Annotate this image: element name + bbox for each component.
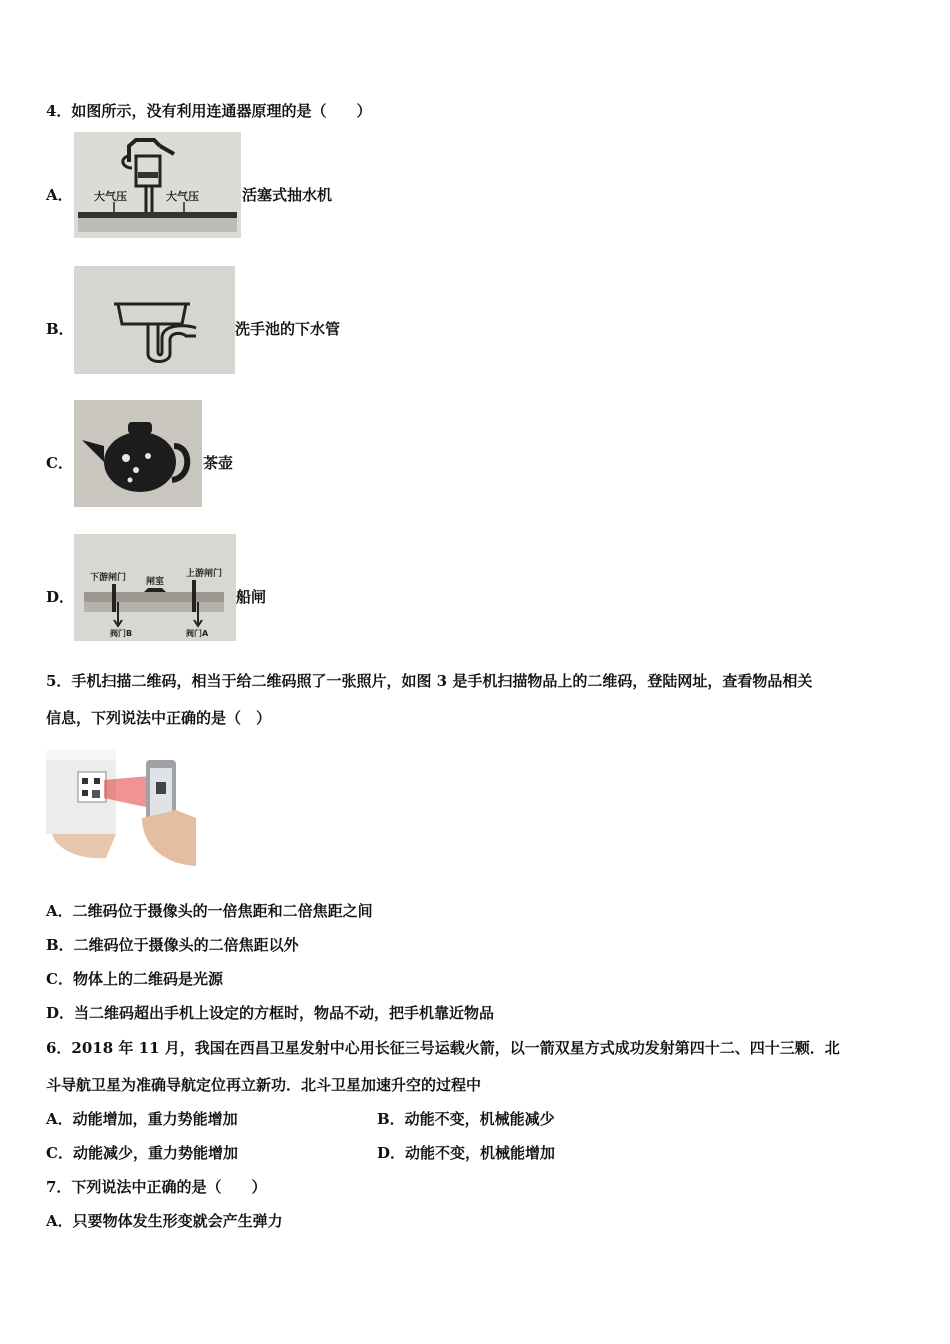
teapot-figure <box>74 400 202 507</box>
q5-option-d: D．当二维码超出手机上设定的方框时，物品不动，把手机靠近物品 <box>46 1004 495 1022</box>
figure-label-valve-b: 阀门B <box>110 629 133 638</box>
q5-stem-line1: 5．手机扫描二维码，相当于给二维码照了一张照片，如图 3 是手机扫描物品上的二维码，登陆网址，查看物品相关 <box>46 672 813 690</box>
q4-option-a-text: 活塞式抽水机 <box>242 186 333 204</box>
q6-option-d: D．动能不变，机械能增加 <box>377 1144 556 1162</box>
q6-option-a: A．动能增加，重力势能增加 <box>46 1110 238 1128</box>
q4-option-c-letter: C． <box>46 454 73 472</box>
q5-stem-line2: 信息，下列说法中正确的是（ ） <box>46 709 272 727</box>
q4-option-b-text: 洗手池的下水管 <box>235 320 341 338</box>
q4-stem: 4．如图所示，没有利用连通器原理的是（ ） <box>46 102 372 120</box>
q6-stem-line1: 6．2018 年 11 月，我国在西昌卫星发射中心用长征三号运载火箭，以一箭双星方式成功发射第四十二、四十三颗．北 <box>46 1039 840 1057</box>
figure-label-atm-left: 大气压 <box>94 190 127 203</box>
q6-stem-line2: 斗导航卫星为准确导航定位再立新功．北斗卫星加速升空的过程中 <box>46 1076 482 1094</box>
sink-drain-figure <box>74 266 235 374</box>
qr-scan-figure <box>46 748 202 868</box>
q5-option-b: B．二维码位于摄像头的二倍焦距以外 <box>46 936 299 954</box>
q6-option-c: C．动能减少，重力势能增加 <box>46 1144 238 1162</box>
q5-option-a: A．二维码位于摄像头的一倍焦距和二倍焦距之间 <box>46 902 373 920</box>
q5-option-c: C．物体上的二维码是光源 <box>46 970 223 988</box>
figure-label-atm-right: 大气压 <box>166 190 199 203</box>
q7-option-a: A．只要物体发生形变就会产生弹力 <box>46 1212 283 1230</box>
q4-option-d-letter: D． <box>46 588 75 606</box>
q6-option-b: B．动能不变，机械能减少 <box>377 1110 555 1128</box>
piston-pump-figure <box>74 132 241 238</box>
figure-label-upstream-gate: 上游闸门 <box>186 569 223 579</box>
q7-stem: 7．下列说法中正确的是（ ） <box>46 1178 267 1196</box>
q4-option-a-letter: A． <box>46 186 73 204</box>
figure-label-valve-a: 阀门A <box>186 629 209 638</box>
q4-option-d-text: 船闸 <box>236 588 267 606</box>
q4-option-c-text: 茶壶 <box>203 454 234 472</box>
ship-lock-figure <box>74 534 236 641</box>
q4-option-b-letter: B． <box>46 320 74 338</box>
figure-label-chamber: 闸室 <box>146 577 165 587</box>
figure-label-downstream-gate: 下游闸门 <box>90 573 127 583</box>
